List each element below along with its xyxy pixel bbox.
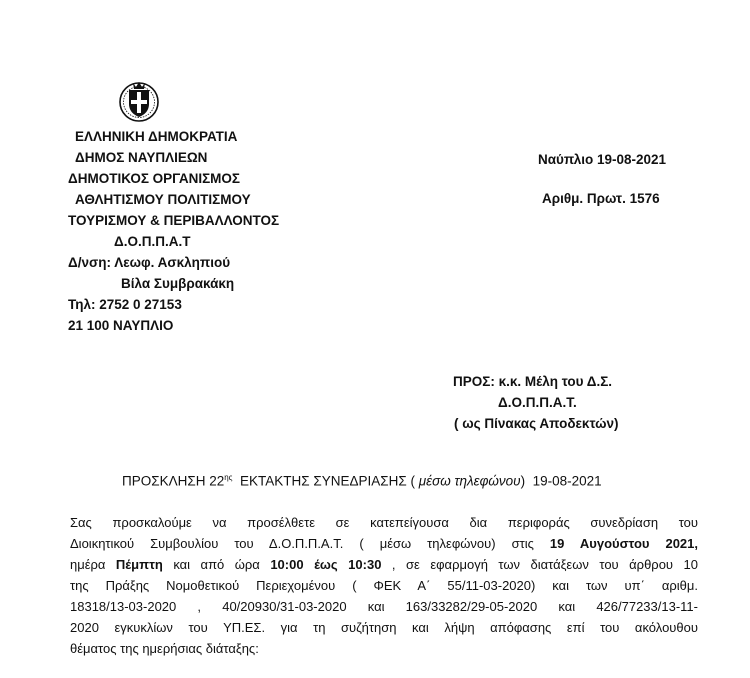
- body-line-3-a: ημέρα: [70, 557, 116, 572]
- org-acronym: Δ.Ο.Π.Π.Α.Τ: [114, 234, 191, 249]
- body-line-5-text: 18318/13-03-2020 , 40/20930/31-03-2020 και 163/33282/29-05-2020 και 426/77233/13-11-: [70, 599, 698, 614]
- meeting-date: 19 Αυγούστου 2021,: [549, 536, 698, 551]
- body-line-5: [70, 599, 698, 614]
- body-line-4: [70, 578, 698, 593]
- body-line-1: [70, 515, 698, 530]
- org-line-municipality: ΔΗΜΟΣ ΝΑΥΠΛΙΕΩΝ: [75, 150, 208, 165]
- greek-state-emblem-icon: [118, 78, 160, 122]
- org-line-tourism-environment: ΤΟΥΡΙΣΜΟΥ & ΠΕΡΙΒΑΛΛΟΝΤΟΣ: [68, 213, 280, 228]
- title-prefix: ΠΡΟΣΚΛΗΣΗ 22: [122, 473, 225, 489]
- postal-line: 21 100 ΝΑΥΠΛΙΟ: [68, 318, 174, 333]
- phone-line: Τηλ: 2752 0 27153: [68, 297, 182, 312]
- title-middle: ΕΚΤΑΚΤΗΣ ΣΥΝΕΔΡΙΑΣΗΣ (: [232, 473, 419, 489]
- place-date: Ναύπλιο 19-08-2021: [538, 152, 667, 167]
- body-line-7: [70, 641, 698, 656]
- recipients-org: Δ.Ο.Π.Π.Α.Τ.: [498, 395, 577, 410]
- protocol-number: Αριθμ. Πρωτ. 1576: [542, 191, 660, 206]
- title-ordinal-suffix: ης: [224, 473, 233, 482]
- body-line-1-text: Σας προσκαλούμε να προσέλθετε σε κατεπείγουσα δια περιφοράς συνεδρίαση του: [70, 515, 698, 530]
- body-line-2: [70, 536, 698, 551]
- recipients-to: ΠΡΟΣ: κ.κ. Μέλη του Δ.Σ.: [453, 374, 613, 389]
- body-line-2-text: Διοικητικού Συμβουλίου του Δ.Ο.Π.Π.Α.Τ. ( μέσω τηλεφώνου) στις: [70, 536, 550, 551]
- body-line-4-text: της Πράξης Νομοθετικού Περιεχομένου ( ΦΕΚ Α΄ 55/11-03-2020) και των υπ΄ αριθμ.: [70, 578, 698, 593]
- org-line-sports-culture: ΑΘΛΗΤΙΣΜΟΥ ΠΟΛΙΤΙΣΜΟΥ: [75, 192, 251, 207]
- invitation-title: [122, 473, 602, 489]
- address-building: Βίλα Συμβρακάκη: [121, 276, 235, 291]
- meeting-time: 10:00 έως 10:30: [270, 557, 382, 572]
- body-line-3: [70, 557, 698, 572]
- address-line: Δ/νση: Λεωφ. Ασκληπιού: [68, 255, 231, 270]
- body-line-6: [70, 620, 698, 635]
- title-italic: μέσω τηλεφώνου: [418, 473, 521, 489]
- title-date: ) 19-08-2021: [520, 473, 602, 489]
- org-line-republic: ΕΛΛΗΝΙΚΗ ΔΗΜΟΚΡΑΤΙΑ: [75, 129, 238, 144]
- recipients-note: ( ως Πίνακας Αποδεκτών): [454, 416, 619, 431]
- body-line-6-text: 2020 εγκυκλίων του ΥΠ.ΕΣ. για τη συζήτηση και λήψη απόφασης επί του ακόλουθου: [70, 620, 698, 635]
- body-line-7-text: θέματος της ημερήσιας διάταξης:: [70, 641, 259, 656]
- body-line-3-c: και από ώρα: [162, 557, 271, 572]
- meeting-weekday: Πέμπτη: [115, 557, 163, 572]
- org-line-organization: ΔΗΜΟΤΙΚΟΣ ΟΡΓΑΝΙΣΜΟΣ: [68, 171, 241, 186]
- body-line-3-e: , σε εφαρμογή των διατάξεων του άρθρου 10: [381, 557, 698, 572]
